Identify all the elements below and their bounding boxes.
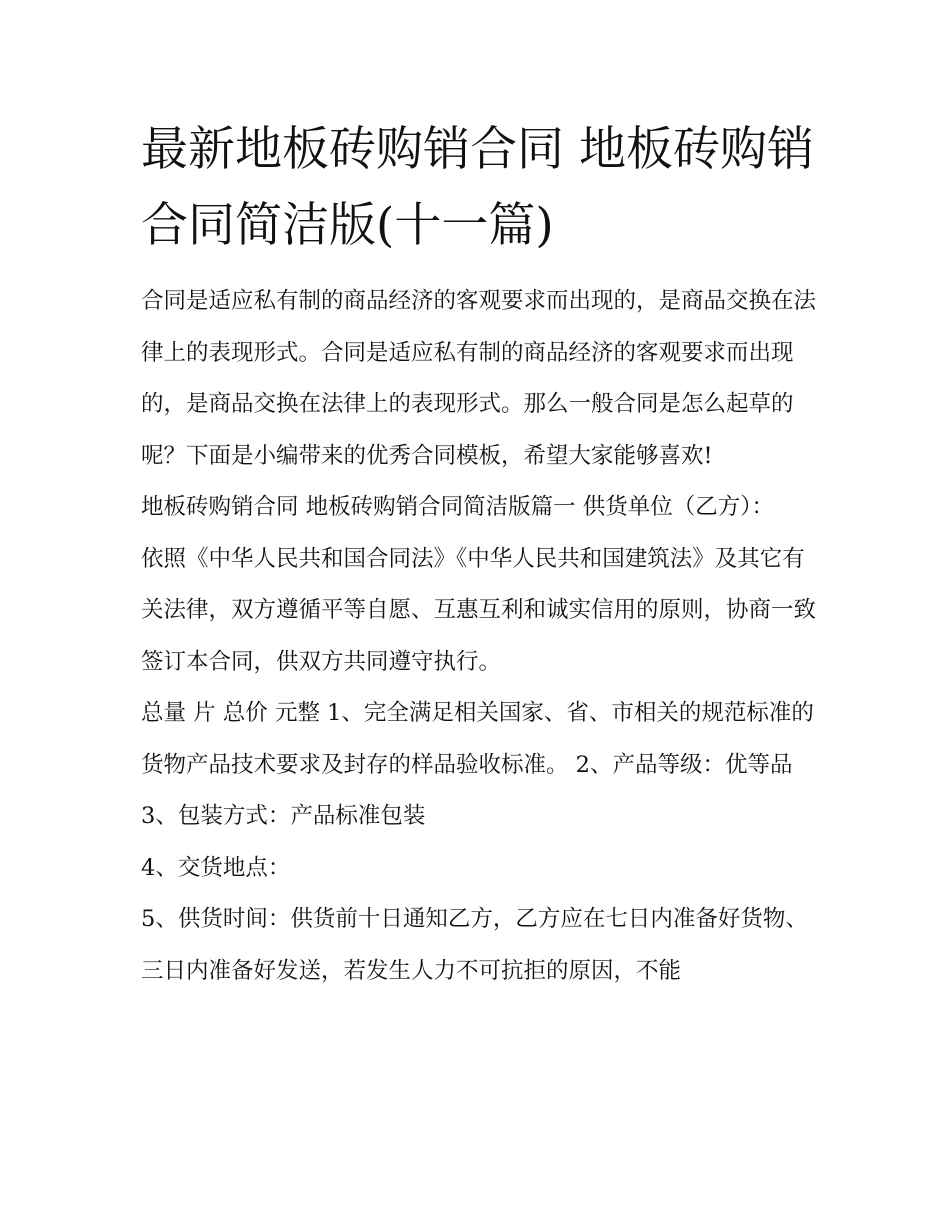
section-heading-paragraph: 地板砖购销合同 地板砖购销合同简洁版篇一 供货单位（乙方）： — [141, 494, 775, 520]
intro-paragraph: 合同是适应私有制的商品经济的客观要求而出现的，是商品交换在法律上的表现形式。合同是适应私有制的商品经济的客观要求而出现的，是商品交换在法律上的表现形式。那么一般合同是怎么起草的呢？下面是小编带来的优秀合同模板，希望大家能够喜欢! — [141, 288, 817, 469]
legal-basis-paragraph: 依照《中华人民共和国合同法》《中华人民共和国建筑法》及其它有关法律，双方遵循平等自愿、互惠互利和诚实信用的原则，协商一致签订本合同，供双方共同遵守执行。 — [141, 545, 817, 675]
delivery-location-paragraph: 4、交货地点： — [141, 854, 291, 881]
document-body — [141, 112, 821, 997]
document-title: 最新地板砖购销合同 地板砖购销合同简洁版(十一篇) — [141, 122, 814, 253]
delivery-time-paragraph: 5、供货时间：供货前十日通知乙方，乙方应在七日内准备好货物、三日内准备好发送，若发生人力不可抗拒的原因，不能 — [141, 906, 808, 984]
terms-paragraph: 总量 片 总价 元整 1、完全满足相关国家、省、市相关的规范标准的货物产品技术要求及封存的样品验收标准。 2、产品等级：优等品 3、包装方式：产品标准包装 — [141, 700, 814, 829]
